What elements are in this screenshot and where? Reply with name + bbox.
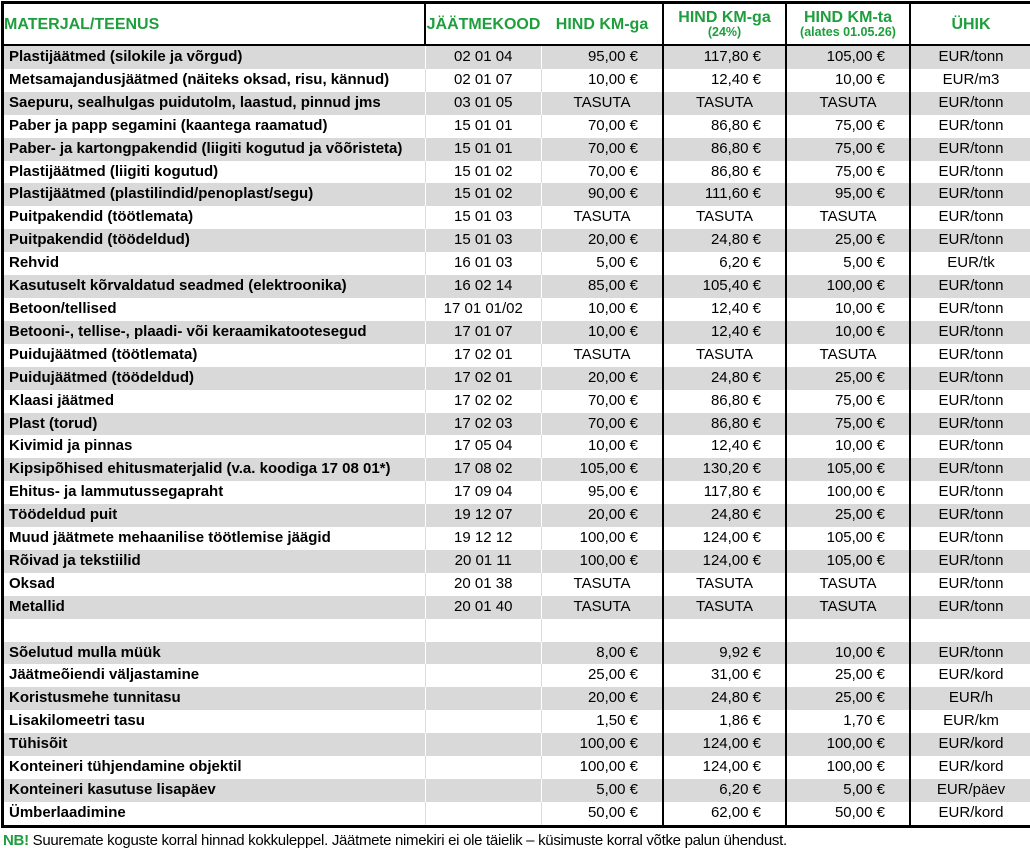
- footer-note: [3, 832, 1030, 848]
- price-with-vat-24-cell: 130,20 €: [663, 458, 786, 481]
- price-with-vat-cell: 95,00 €: [542, 481, 664, 504]
- waste-code-cell: 20 01 38: [425, 573, 542, 596]
- waste-code-cell: [425, 710, 542, 733]
- price-with-vat-24-cell: 124,00 €: [663, 733, 786, 756]
- material-cell: Kasutuselt kõrvaldatud seadmed (elektroonika): [3, 275, 426, 298]
- price-with-vat-24-cell: 12,40 €: [663, 435, 786, 458]
- table-row: [3, 92, 1030, 115]
- unit-cell: EUR/m3: [910, 69, 1030, 92]
- material-cell: Kivimid ja pinnas: [3, 435, 426, 458]
- material-cell: Plastijäätmed (silokile ja võrgud): [3, 45, 426, 69]
- unit-cell: [910, 619, 1030, 642]
- price-with-vat-cell: 70,00 €: [542, 138, 664, 161]
- price-without-vat-cell: 75,00 €: [786, 115, 910, 138]
- table-row: [3, 413, 1030, 436]
- table-row: [3, 252, 1030, 275]
- price-with-vat-cell: 100,00 €: [542, 527, 664, 550]
- price-without-vat-cell: 95,00 €: [786, 183, 910, 206]
- price-without-vat-cell: 25,00 €: [786, 367, 910, 390]
- waste-code-cell: 15 01 02: [425, 161, 542, 184]
- unit-cell: EUR/tonn: [910, 229, 1030, 252]
- price-with-vat-cell: 10,00 €: [542, 321, 664, 344]
- price-with-vat-24-cell: 12,40 €: [663, 69, 786, 92]
- unit-cell: EUR/tonn: [910, 390, 1030, 413]
- price-with-vat-cell: 50,00 €: [542, 802, 664, 826]
- material-cell: Koristusmehe tunnitasu: [3, 687, 426, 710]
- table-row: [3, 161, 1030, 184]
- price-without-vat-cell: 25,00 €: [786, 504, 910, 527]
- table-row: [3, 596, 1030, 619]
- material-cell: Kipsipõhised ehitusmaterjalid (v.a. koodiga 17 08 01*): [3, 458, 426, 481]
- column-header-label: HIND KM-ta: [804, 9, 892, 26]
- price-with-vat-24-cell: 86,80 €: [663, 161, 786, 184]
- material-cell: Sõelutud mulla müük: [3, 642, 426, 665]
- price-with-vat-cell: 10,00 €: [542, 298, 664, 321]
- footer-nb-label: NB!: [3, 831, 29, 848]
- price-without-vat-cell: 75,00 €: [786, 390, 910, 413]
- unit-cell: EUR/tonn: [910, 298, 1030, 321]
- price-with-vat-cell: [542, 619, 664, 642]
- material-cell: Betoon/tellised: [3, 298, 426, 321]
- waste-code-cell: 02 01 04: [425, 45, 542, 69]
- unit-cell: EUR/kord: [910, 733, 1030, 756]
- waste-code-cell: [425, 687, 542, 710]
- price-without-vat-cell: 50,00 €: [786, 802, 910, 826]
- price-with-vat-24-cell: 62,00 €: [663, 802, 786, 826]
- waste-code-cell: 17 02 01: [425, 344, 542, 367]
- price-with-vat-cell: 1,50 €: [542, 710, 664, 733]
- waste-code-cell: 17 09 04: [425, 481, 542, 504]
- waste-code-cell: 17 02 03: [425, 413, 542, 436]
- column-header-label: HIND KM-ga: [678, 9, 771, 26]
- table-row: [3, 573, 1030, 596]
- price-with-vat-cell: 10,00 €: [542, 435, 664, 458]
- price-without-vat-cell: [786, 619, 910, 642]
- unit-cell: EUR/tonn: [910, 458, 1030, 481]
- price-without-vat-cell: 10,00 €: [786, 69, 910, 92]
- price-with-vat-cell: TASUTA: [542, 344, 664, 367]
- price-without-vat-cell: 5,00 €: [786, 779, 910, 802]
- price-with-vat-cell: 85,00 €: [542, 275, 664, 298]
- column-header-label: ÜHIK: [951, 15, 991, 33]
- waste-code-cell: [425, 642, 542, 665]
- unit-cell: EUR/tonn: [910, 92, 1030, 115]
- unit-cell: EUR/tonn: [910, 275, 1030, 298]
- table-row: [3, 206, 1030, 229]
- price-with-vat-cell: 10,00 €: [542, 69, 664, 92]
- price-with-vat-24-cell: 6,20 €: [663, 779, 786, 802]
- price-with-vat-cell: 20,00 €: [542, 367, 664, 390]
- price-without-vat-cell: TASUTA: [786, 92, 910, 115]
- price-with-vat-24-cell: 24,80 €: [663, 504, 786, 527]
- price-with-vat-cell: 90,00 €: [542, 183, 664, 206]
- unit-cell: EUR/tonn: [910, 642, 1030, 665]
- table-row: [3, 733, 1030, 756]
- price-with-vat-cell: 20,00 €: [542, 687, 664, 710]
- price-table: [1, 1, 1030, 828]
- waste-code-cell: 03 01 05: [425, 92, 542, 115]
- price-without-vat-cell: 5,00 €: [786, 252, 910, 275]
- price-with-vat-cell: 70,00 €: [542, 115, 664, 138]
- column-header-price-with-vat: [542, 3, 664, 46]
- price-with-vat-24-cell: 124,00 €: [663, 550, 786, 573]
- unit-cell: EUR/km: [910, 710, 1030, 733]
- unit-cell: EUR/tonn: [910, 504, 1030, 527]
- waste-code-cell: 17 01 01/02: [425, 298, 542, 321]
- unit-cell: EUR/kord: [910, 802, 1030, 826]
- waste-code-cell: 15 01 03: [425, 229, 542, 252]
- material-cell: Ümberlaadimine: [3, 802, 426, 826]
- price-without-vat-cell: 100,00 €: [786, 481, 910, 504]
- price-with-vat-24-cell: 117,80 €: [663, 481, 786, 504]
- material-cell: Plastijäätmed (liigiti kogutud): [3, 161, 426, 184]
- material-cell: Puidujäätmed (töötlemata): [3, 344, 426, 367]
- price-with-vat-cell: TASUTA: [542, 596, 664, 619]
- price-without-vat-cell: TASUTA: [786, 596, 910, 619]
- unit-cell: EUR/h: [910, 687, 1030, 710]
- price-with-vat-cell: 70,00 €: [542, 413, 664, 436]
- unit-cell: EUR/tonn: [910, 115, 1030, 138]
- price-without-vat-cell: 10,00 €: [786, 321, 910, 344]
- material-cell: Metallid: [3, 596, 426, 619]
- waste-code-cell: 16 02 14: [425, 275, 542, 298]
- table-row: [3, 69, 1030, 92]
- unit-cell: EUR/tonn: [910, 321, 1030, 344]
- price-with-vat-cell: 8,00 €: [542, 642, 664, 665]
- unit-cell: EUR/tonn: [910, 206, 1030, 229]
- material-cell: Ehitus- ja lammutussegapraht: [3, 481, 426, 504]
- price-with-vat-24-cell: 12,40 €: [663, 321, 786, 344]
- price-with-vat-24-cell: 86,80 €: [663, 115, 786, 138]
- price-without-vat-cell: 75,00 €: [786, 413, 910, 436]
- unit-cell: EUR/tonn: [910, 413, 1030, 436]
- material-cell: Klaasi jäätmed: [3, 390, 426, 413]
- table-row: [3, 115, 1030, 138]
- price-without-vat-cell: 10,00 €: [786, 435, 910, 458]
- unit-cell: EUR/päev: [910, 779, 1030, 802]
- unit-cell: EUR/tonn: [910, 435, 1030, 458]
- table-row: [3, 504, 1030, 527]
- price-without-vat-cell: 1,70 €: [786, 710, 910, 733]
- column-header-unit: [910, 3, 1030, 46]
- unit-cell: EUR/tonn: [910, 161, 1030, 184]
- price-without-vat-cell: 105,00 €: [786, 527, 910, 550]
- price-with-vat-cell: 70,00 €: [542, 390, 664, 413]
- waste-code-cell: [425, 779, 542, 802]
- material-cell: Puitpakendid (töödeldud): [3, 229, 426, 252]
- price-without-vat-cell: 105,00 €: [786, 45, 910, 69]
- material-cell: Tühisõit: [3, 733, 426, 756]
- table-row: [3, 710, 1030, 733]
- table-header: [3, 3, 1030, 46]
- material-cell: Oksad: [3, 573, 426, 596]
- price-with-vat-cell: 95,00 €: [542, 45, 664, 69]
- table-row: [3, 183, 1030, 206]
- unit-cell: EUR/tonn: [910, 527, 1030, 550]
- table-row: [3, 458, 1030, 481]
- material-cell: Betooni-, tellise-, plaadi- või keraamikatootesegud: [3, 321, 426, 344]
- table-row: [3, 229, 1030, 252]
- price-with-vat-24-cell: 86,80 €: [663, 138, 786, 161]
- waste-code-cell: [425, 756, 542, 779]
- waste-code-cell: 17 08 02: [425, 458, 542, 481]
- material-cell: Töödeldud puit: [3, 504, 426, 527]
- unit-cell: EUR/tonn: [910, 138, 1030, 161]
- price-with-vat-24-cell: 6,20 €: [663, 252, 786, 275]
- price-without-vat-cell: 100,00 €: [786, 733, 910, 756]
- table-row: [3, 344, 1030, 367]
- price-with-vat-cell: 105,00 €: [542, 458, 664, 481]
- price-with-vat-cell: TASUTA: [542, 92, 664, 115]
- unit-cell: EUR/tonn: [910, 344, 1030, 367]
- price-with-vat-24-cell: 1,86 €: [663, 710, 786, 733]
- price-with-vat-24-cell: 124,00 €: [663, 756, 786, 779]
- price-with-vat-cell: 70,00 €: [542, 161, 664, 184]
- material-cell: Plastijäätmed (plastilindid/penoplast/segu): [3, 183, 426, 206]
- table-row: [3, 756, 1030, 779]
- table-row: [3, 367, 1030, 390]
- price-with-vat-24-cell: 117,80 €: [663, 45, 786, 69]
- waste-code-cell: 17 05 04: [425, 435, 542, 458]
- column-header-material: [3, 3, 426, 46]
- price-without-vat-cell: 100,00 €: [786, 275, 910, 298]
- unit-cell: EUR/kord: [910, 664, 1030, 687]
- material-cell: Paber ja papp segamini (kaantega raamatud): [3, 115, 426, 138]
- price-with-vat-24-cell: 24,80 €: [663, 229, 786, 252]
- column-header-label: JÄÄTMEKOOD: [426, 15, 541, 33]
- unit-cell: EUR/tonn: [910, 596, 1030, 619]
- column-header-sublabel: (24%): [707, 25, 742, 39]
- unit-cell: EUR/tonn: [910, 45, 1030, 69]
- material-cell: Rehvid: [3, 252, 426, 275]
- column-header-waste-code: [425, 3, 542, 46]
- waste-code-cell: 17 02 01: [425, 367, 542, 390]
- material-cell: Saepuru, sealhulgas puidutolm, laastud, pinnud jms: [3, 92, 426, 115]
- table-body: [3, 45, 1030, 826]
- price-with-vat-24-cell: TASUTA: [663, 573, 786, 596]
- price-with-vat-24-cell: 86,80 €: [663, 413, 786, 436]
- material-cell: Paber- ja kartongpakendid (liigiti kogutud ja võõristeta): [3, 138, 426, 161]
- table-row: [3, 298, 1030, 321]
- price-without-vat-cell: TASUTA: [786, 344, 910, 367]
- price-with-vat-cell: 25,00 €: [542, 664, 664, 687]
- waste-code-cell: 15 01 01: [425, 115, 542, 138]
- column-header-price-with-vat-24: [663, 3, 786, 46]
- price-without-vat-cell: 75,00 €: [786, 161, 910, 184]
- unit-cell: EUR/tonn: [910, 367, 1030, 390]
- table-row: [3, 664, 1030, 687]
- unit-cell: EUR/tonn: [910, 573, 1030, 596]
- table-row: [3, 642, 1030, 665]
- price-with-vat-cell: 100,00 €: [542, 733, 664, 756]
- price-with-vat-24-cell: [663, 619, 786, 642]
- table-row: [3, 138, 1030, 161]
- waste-code-cell: 16 01 03: [425, 252, 542, 275]
- price-with-vat-24-cell: 9,92 €: [663, 642, 786, 665]
- unit-cell: EUR/kord: [910, 756, 1030, 779]
- table-row: [3, 802, 1030, 826]
- price-with-vat-24-cell: 12,40 €: [663, 298, 786, 321]
- price-with-vat-24-cell: TASUTA: [663, 344, 786, 367]
- waste-code-cell: 17 02 02: [425, 390, 542, 413]
- price-with-vat-24-cell: 86,80 €: [663, 390, 786, 413]
- waste-code-cell: [425, 802, 542, 826]
- material-cell: [3, 619, 426, 642]
- waste-code-cell: 20 01 11: [425, 550, 542, 573]
- price-with-vat-24-cell: TASUTA: [663, 92, 786, 115]
- price-without-vat-cell: TASUTA: [786, 573, 910, 596]
- header-row: [3, 3, 1030, 46]
- price-with-vat-cell: 100,00 €: [542, 756, 664, 779]
- table-row: [3, 550, 1030, 573]
- material-cell: Konteineri kasutuse lisapäev: [3, 779, 426, 802]
- table-row: [3, 481, 1030, 504]
- waste-code-cell: [425, 733, 542, 756]
- table-row-empty: [3, 619, 1030, 642]
- waste-code-cell: 17 01 07: [425, 321, 542, 344]
- price-without-vat-cell: 105,00 €: [786, 550, 910, 573]
- material-cell: Konteineri tühjendamine objektil: [3, 756, 426, 779]
- material-cell: Lisakilomeetri tasu: [3, 710, 426, 733]
- waste-code-cell: 20 01 40: [425, 596, 542, 619]
- price-with-vat-cell: TASUTA: [542, 573, 664, 596]
- material-cell: Jäätmeõiendi väljastamine: [3, 664, 426, 687]
- table-row: [3, 321, 1030, 344]
- table-row: [3, 687, 1030, 710]
- price-without-vat-cell: 25,00 €: [786, 687, 910, 710]
- column-header-label: HIND KM-ga: [555, 15, 649, 33]
- price-with-vat-24-cell: 31,00 €: [663, 664, 786, 687]
- price-with-vat-cell: 20,00 €: [542, 504, 664, 527]
- waste-code-cell: 19 12 07: [425, 504, 542, 527]
- table-row: [3, 390, 1030, 413]
- waste-code-cell: [425, 619, 542, 642]
- table-row: [3, 527, 1030, 550]
- price-without-vat-cell: 25,00 €: [786, 229, 910, 252]
- price-without-vat-cell: TASUTA: [786, 206, 910, 229]
- price-without-vat-cell: 105,00 €: [786, 458, 910, 481]
- price-with-vat-cell: TASUTA: [542, 206, 664, 229]
- price-without-vat-cell: 75,00 €: [786, 138, 910, 161]
- table-row: [3, 435, 1030, 458]
- material-cell: Metsamajandusjäätmed (näiteks oksad, risu, kännud): [3, 69, 426, 92]
- waste-code-cell: 15 01 02: [425, 183, 542, 206]
- unit-cell: EUR/tonn: [910, 183, 1030, 206]
- material-cell: Rõivad ja tekstiilid: [3, 550, 426, 573]
- waste-price-list-page: [0, 1, 1030, 848]
- waste-code-cell: [425, 664, 542, 687]
- price-with-vat-cell: 20,00 €: [542, 229, 664, 252]
- waste-code-cell: 19 12 12: [425, 527, 542, 550]
- footer-note-text: Suuremate koguste korral hinnad kokkuleppel. Jäätmete nimekiri ei ole täielik – küsimuste korral võtke palun ühendust.: [28, 831, 787, 848]
- price-with-vat-24-cell: TASUTA: [663, 206, 786, 229]
- column-header-sublabel: (alates 01.05.26): [800, 25, 896, 39]
- unit-cell: EUR/tk: [910, 252, 1030, 275]
- material-cell: Muud jäätmete mehaanilise töötlemise jäägid: [3, 527, 426, 550]
- price-without-vat-cell: 10,00 €: [786, 642, 910, 665]
- material-cell: Puidujäätmed (töödeldud): [3, 367, 426, 390]
- price-without-vat-cell: 25,00 €: [786, 664, 910, 687]
- price-with-vat-cell: 100,00 €: [542, 550, 664, 573]
- price-with-vat-cell: 5,00 €: [542, 252, 664, 275]
- column-header-label: MATERJAL/TEENUS: [4, 15, 160, 33]
- price-without-vat-cell: 10,00 €: [786, 298, 910, 321]
- table-row: [3, 779, 1030, 802]
- price-without-vat-cell: 100,00 €: [786, 756, 910, 779]
- price-with-vat-24-cell: 24,80 €: [663, 367, 786, 390]
- table-row: [3, 275, 1030, 298]
- material-cell: Plast (torud): [3, 413, 426, 436]
- waste-code-cell: 15 01 03: [425, 206, 542, 229]
- price-with-vat-24-cell: 111,60 €: [663, 183, 786, 206]
- unit-cell: EUR/tonn: [910, 550, 1030, 573]
- material-cell: Puitpakendid (töötlemata): [3, 206, 426, 229]
- unit-cell: EUR/tonn: [910, 481, 1030, 504]
- price-with-vat-cell: 5,00 €: [542, 779, 664, 802]
- waste-code-cell: 02 01 07: [425, 69, 542, 92]
- price-with-vat-24-cell: TASUTA: [663, 596, 786, 619]
- waste-code-cell: 15 01 01: [425, 138, 542, 161]
- table-row: [3, 45, 1030, 69]
- column-header-price-without-vat: [786, 3, 910, 46]
- price-with-vat-24-cell: 24,80 €: [663, 687, 786, 710]
- price-with-vat-24-cell: 124,00 €: [663, 527, 786, 550]
- price-with-vat-24-cell: 105,40 €: [663, 275, 786, 298]
